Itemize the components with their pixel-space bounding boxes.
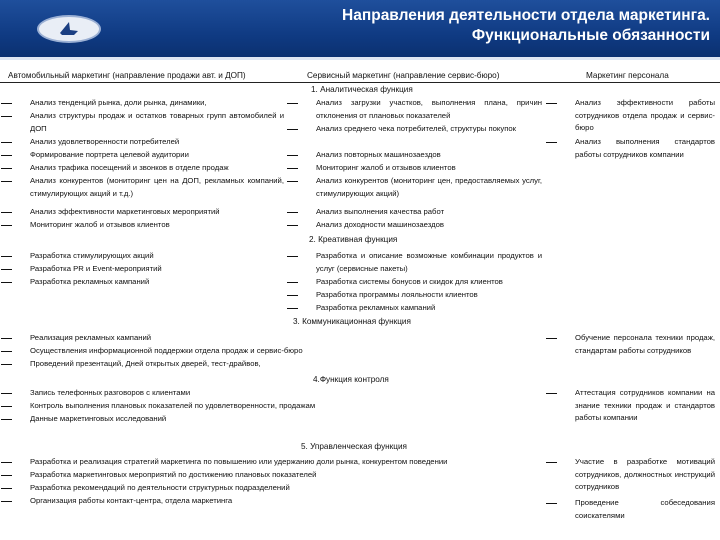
bullet-dash: [1, 501, 12, 502]
list-item: Анализ выполнения стандартов работы сотрудников компании: [575, 137, 715, 159]
list-item: Аттестация сотрудников компании на знание техники продаж и стандартов работы компании: [575, 388, 715, 423]
bullet-dash: [1, 406, 12, 407]
bullet-dash: [1, 225, 12, 226]
bullet-dash: [287, 129, 298, 130]
list-item: Разработка и описание возможные комбинации продуктов и услуг (сервисные пакеты): [316, 251, 542, 273]
list-item: Анализ доходности машинозаездов: [316, 220, 444, 229]
bullet-dash: [546, 462, 557, 463]
bullet-dash: [287, 295, 298, 296]
list-item: Формирование портрета целевой аудитории: [30, 150, 189, 159]
list-item: Анализ тенденций рынка, доли рынка, динамики,: [30, 98, 207, 107]
bullet-dash: [1, 103, 12, 104]
list-item: Анализ структуры продаж и остатков товарных групп автомобилей и ДОП: [30, 111, 284, 133]
bullet-dash: [287, 155, 298, 156]
bullet-dash: [1, 393, 12, 394]
bullet-dash: [546, 393, 557, 394]
lada-logo: [37, 15, 101, 43]
bullet-dash: [1, 116, 12, 117]
bullet-dash: [287, 181, 298, 182]
bullet-dash: [1, 488, 12, 489]
boat-icon: [57, 20, 81, 38]
bullet-dash: [287, 168, 298, 169]
bullet-dash: [1, 212, 12, 213]
bullet-dash: [287, 103, 298, 104]
bullet-dash: [1, 475, 12, 476]
list-item: Анализ среднего чека потребителей, структуры покупок: [316, 124, 517, 133]
column-header-personnel: Маркетинг персонала: [586, 71, 669, 80]
list-item: Разработка и реализация стратегий маркетинга по повышению или удержанию доли рынка, конкурентом поведении: [30, 457, 448, 466]
list-item: Контроль выполнения плановых показателей по удовлетворенности, продажам: [30, 401, 316, 410]
list-item: Анализ удовлетворенности потребителей: [30, 137, 180, 146]
list-item: Разработка рекомендаций по деятельности структурных подразделений: [30, 483, 290, 492]
bullet-dash: [1, 256, 12, 257]
list-item: Разработка PR и Event-мероприятий: [30, 264, 162, 273]
list-item: Анализ конкурентов (мониторинг цен на ДОП, рекламных компаний, стимулирующих акций и т.д.): [30, 176, 284, 198]
bullet-dash: [287, 256, 298, 257]
title-line-2: Функциональные обязанности: [471, 27, 710, 44]
section-title-management: 5. Управленческая функция: [301, 442, 407, 451]
list-item: Участие в разработке мотиваций сотрудников, должностных инструкций сотрудников: [575, 457, 715, 492]
bullet-dash: [1, 282, 12, 283]
list-item: Разработка программы лояльности клиентов: [316, 290, 478, 299]
bullet-dash: [1, 142, 12, 143]
bullet-dash: [287, 308, 298, 309]
bullet-dash: [287, 212, 298, 213]
bullet-dash: [546, 338, 557, 339]
bullet-dash: [1, 155, 12, 156]
bullet-dash: [287, 225, 298, 226]
column-header-auto: Автомобильный маркетинг (направление продажи авт. и ДОП): [8, 71, 246, 80]
section-title-creative: 2. Креативная функция: [309, 235, 398, 244]
list-item: Мониторинг жалоб и отзывов клиентов: [316, 163, 456, 172]
bullet-dash: [1, 338, 12, 339]
bullet-dash: [546, 142, 557, 143]
bullet-dash: [1, 181, 12, 182]
list-item: Мониторинг жалоб и отзывов клиентов: [30, 220, 170, 229]
bullet-dash: [546, 503, 557, 504]
list-item: Реализация рекламных кампаний: [30, 333, 152, 342]
list-item: Разработка маркетинговых мероприятий по достижению плановых показателей: [30, 470, 317, 479]
list-item: Разработка рекламных кампаний: [30, 277, 150, 286]
list-item: Организация работы контакт-центра, отдела маркетинга: [30, 496, 233, 505]
bullet-dash: [1, 351, 12, 352]
page-title: [342, 6, 710, 46]
section-title-control: 4.Функция контроля: [313, 375, 389, 384]
list-item: Анализ загрузки участков, выполнения плана, причин отклонения от плановых показателей: [316, 98, 542, 120]
section-title-communication: 3. Коммуникационная функция: [293, 317, 411, 326]
list-item: Анализ эффективности маркетинговых мероприятий: [30, 207, 220, 216]
list-item: Анализ эффективности работы сотрудников отдела продаж и сервис-бюро: [575, 98, 715, 133]
list-item: Обучение персонала техники продаж, стандартам работы сотрудников: [575, 333, 715, 355]
bullet-dash: [1, 168, 12, 169]
list-item: Анализ конкурентов (мониторинг цен, предоставляемых услуг, стимулирующих акций): [316, 176, 542, 198]
header-bar: [0, 0, 720, 60]
bullet-dash: [1, 364, 12, 365]
list-item: Данные маркетинговых исследований: [30, 414, 167, 423]
header-divider: [0, 82, 720, 83]
list-item: Запись телефонных разговоров с клиентами: [30, 388, 191, 397]
column-header-service: Сервисный маркетинг (направление сервис-бюро): [307, 71, 500, 80]
bullet-dash: [1, 269, 12, 270]
list-item: Осуществления информационной поддержки отдела продаж и сервис-бюро: [30, 346, 303, 355]
list-item: Разработка рекламных кампаний: [316, 303, 436, 312]
bullet-dash: [1, 462, 12, 463]
list-item: Анализ трафика посещений и звонков в отделе продаж: [30, 163, 229, 172]
list-item: Разработка стимулирующих акций: [30, 251, 154, 260]
bullet-dash: [287, 282, 298, 283]
section-title-analytical: 1. Аналитическая функция: [311, 85, 413, 94]
list-item: Разработка системы бонусов и скидок для клиентов: [316, 277, 503, 286]
title-line-1: Направления деятельности отдела маркетинга.: [342, 7, 710, 24]
list-item: Проведение собеседования соискателями: [575, 498, 715, 520]
bullet-dash: [1, 419, 12, 420]
list-item: Проведений презентаций, Дней открытых дверей, тест-драйвов,: [30, 359, 261, 368]
bullet-dash: [546, 103, 557, 104]
list-item: Анализ повторных машинозаездов: [316, 150, 441, 159]
list-item: Анализ выполнения качества работ: [316, 207, 445, 216]
